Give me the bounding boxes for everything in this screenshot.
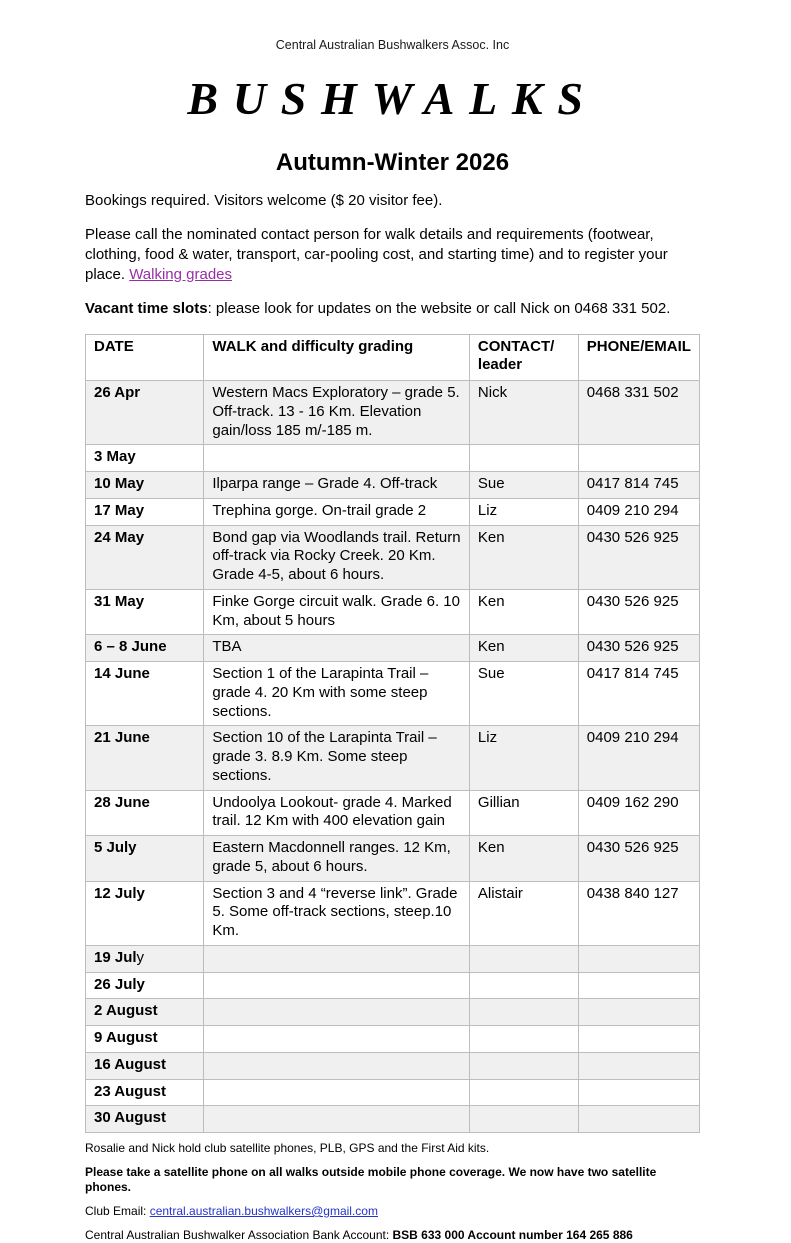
phone-cell: 0430 526 925: [578, 525, 699, 589]
phone-cell: 0417 814 745: [578, 472, 699, 499]
date-text: 26 July: [94, 975, 145, 993]
contact-cell: [469, 1106, 578, 1133]
phone-cell: [578, 1079, 699, 1106]
column-header-date: DATE: [86, 334, 204, 381]
date-cell: [86, 445, 204, 472]
phone-cell: [578, 999, 699, 1026]
vacant-slots-text: : please look for updates on the website or call Nick on 0468 331 502.: [207, 299, 671, 317]
bank-account-details: BSB 633 000 Account number 164 265 886: [392, 1227, 633, 1242]
page-title: BUSHWALKS: [187, 73, 598, 124]
date-cell: [86, 945, 204, 972]
phone-cell: 0409 162 290: [578, 790, 699, 836]
date-text: 16 August: [94, 1055, 166, 1073]
phone-cell: 0468 331 502: [578, 381, 699, 445]
bookings-note: [85, 191, 700, 211]
table-row: [86, 881, 700, 945]
date-cell: [86, 381, 204, 445]
walk-cell: Western Macs Exploratory – grade 5. Off-track. 13 - 16 Km. Elevation gain/loss 185 m/-185 m.: [204, 381, 470, 445]
satellite-warning-note: [85, 1165, 700, 1196]
walk-cell: Trephina gorge. On-trail grade 2: [204, 498, 470, 525]
column-header-phone: PHONE/EMAIL: [578, 334, 699, 381]
contact-cell: Sue: [469, 472, 578, 499]
phone-cell: 0409 210 294: [578, 726, 699, 790]
column-header-contact: [469, 334, 578, 381]
phone-cell: 0417 814 745: [578, 662, 699, 726]
date-cell: [86, 881, 204, 945]
table-row: [86, 726, 700, 790]
contact-cell: Alistair: [469, 881, 578, 945]
phone-cell: [578, 1026, 699, 1053]
date-text: 2 August: [94, 1002, 158, 1020]
phone-cell: [578, 1106, 699, 1133]
date-cell: [86, 836, 204, 882]
column-header-walk: WALK and difficulty grading: [204, 334, 470, 381]
phone-cell: [578, 945, 699, 972]
date-cell: [86, 1079, 204, 1106]
contact-cell: Sue: [469, 662, 578, 726]
date-text: 9 August: [94, 1029, 158, 1047]
table-row: [86, 662, 700, 726]
walk-cell: [204, 999, 470, 1026]
table-row: [86, 498, 700, 525]
table-row: [86, 1052, 700, 1079]
contact-instructions: [85, 225, 700, 285]
table-row: [86, 445, 700, 472]
walk-cell: [204, 972, 470, 999]
contact-cell: [469, 445, 578, 472]
table-row: [86, 999, 700, 1026]
date-cell: [86, 662, 204, 726]
table-row: [86, 525, 700, 589]
date-text: 5 July: [94, 839, 137, 857]
phone-cell: 0430 526 925: [578, 589, 699, 635]
date-text: 26 Apr: [94, 384, 141, 402]
contact-cell: [469, 1079, 578, 1106]
vacant-slots-label: Vacant time slots: [85, 299, 208, 317]
walk-cell: [204, 1026, 470, 1053]
walk-cell: [204, 1079, 470, 1106]
table-row: [86, 589, 700, 635]
date-text: 24 May: [94, 528, 145, 546]
bank-account-line: [85, 1228, 700, 1243]
walk-cell: Section 1 of the Larapinta Trail – grade 4. 20 Km with some steep sections.: [204, 662, 470, 726]
walk-cell: [204, 445, 470, 472]
date-cell: [86, 1106, 204, 1133]
season-subtitle: Autumn-Winter 2026: [275, 149, 510, 176]
date-text: 14 June: [94, 665, 150, 683]
walking-grades-link[interactable]: Walking grades: [129, 265, 233, 283]
walk-cell: Eastern Macdonnell ranges. 12 Km, grade 5, about 6 hours.: [204, 836, 470, 882]
walk-cell: Section 10 of the Larapinta Trail – grade 3. 8.9 Km. Some steep sections.: [204, 726, 470, 790]
walk-cell: Ilparpa range – Grade 4. Off-track: [204, 472, 470, 499]
phone-cell: [578, 445, 699, 472]
date-text: 6 – 8 June: [94, 638, 167, 656]
contact-cell: Ken: [469, 525, 578, 589]
club-email-link[interactable]: central.australian.bushwalkers@gmail.com: [149, 1203, 378, 1218]
contact-cell: Nick: [469, 381, 578, 445]
club-email-line: [85, 1204, 700, 1220]
walk-cell: Bond gap via Woodlands trail. Return off-track via Rocky Creek. 20 Km. Grade 4-5, about 6 hours.: [204, 525, 470, 589]
date-text: 30 August: [94, 1109, 166, 1127]
date-text: 21 June: [94, 729, 150, 747]
walks-table-body: [86, 381, 700, 1133]
date-cell: [86, 525, 204, 589]
contact-cell: Ken: [469, 635, 578, 662]
satellite-warning-text: Please take a satellite phone on all walks outside mobile phone coverage. We now have two satellite phones.: [85, 1164, 657, 1195]
table-row: [86, 1079, 700, 1106]
table-row: [86, 972, 700, 999]
contact-cell: [469, 1026, 578, 1053]
date-cell: [86, 589, 204, 635]
contact-cell: Liz: [469, 726, 578, 790]
walk-cell: [204, 1106, 470, 1133]
date-text: 10 May: [94, 475, 145, 493]
club-email-label: Club Email:: [85, 1203, 150, 1218]
table-row: [86, 1106, 700, 1133]
satellite-holders-note: [85, 1141, 700, 1157]
bank-account-label: Central Australian Bushwalker Association Bank Account:: [85, 1227, 393, 1242]
date-cell: [86, 1052, 204, 1079]
org-name: Central Australian Bushwalkers Assoc. Inc: [275, 38, 510, 52]
walk-cell: [204, 945, 470, 972]
walk-cell: [204, 1052, 470, 1079]
table-row: [86, 472, 700, 499]
phone-cell: [578, 1052, 699, 1079]
date-suffix-text: y: [136, 948, 145, 966]
phone-cell: [578, 972, 699, 999]
walk-cell: Finke Gorge circuit walk. Grade 6. 10 Km, about 5 hours: [204, 589, 470, 635]
date-cell: [86, 1026, 204, 1053]
contact-cell: Gillian: [469, 790, 578, 836]
date-text: 12 July: [94, 884, 145, 902]
walks-table: [85, 334, 700, 1134]
table-row: [86, 836, 700, 882]
contact-cell: [469, 999, 578, 1026]
header-row: [86, 334, 700, 381]
date-text: 19 Jul: [94, 948, 137, 966]
contact-cell: [469, 1052, 578, 1079]
phone-cell: 0430 526 925: [578, 635, 699, 662]
table-row: [86, 1026, 700, 1053]
date-text: 17 May: [94, 501, 145, 519]
date-cell: [86, 790, 204, 836]
bookings-text: Bookings required. Visitors welcome ($ 20 visitor fee).: [85, 192, 443, 209]
vacant-slots-note: [85, 299, 700, 319]
date-cell: [86, 726, 204, 790]
date-cell: [86, 635, 204, 662]
contact-cell: [469, 945, 578, 972]
table-row: [86, 790, 700, 836]
contact-cell: Liz: [469, 498, 578, 525]
date-text: 23 August: [94, 1082, 166, 1100]
column-header-contact-line2: leader: [477, 356, 523, 374]
satellite-holders-text: Rosalie and Nick hold club satellite phones, PLB, GPS and the First Aid kits.: [85, 1141, 490, 1156]
date-text: 31 May: [94, 592, 145, 610]
date-text: 3 May: [94, 448, 136, 466]
contact-cell: Ken: [469, 836, 578, 882]
phone-cell: 0409 210 294: [578, 498, 699, 525]
column-header-contact-line1: CONTACT/: [477, 337, 555, 355]
contact-instructions-text: Please call the nominated contact person for walk details and requirements (footwear, clothing, food & water, transport, car-pooling cost, and starting time) and to register your place.: [85, 225, 668, 283]
contact-cell: [469, 972, 578, 999]
date-cell: [86, 472, 204, 499]
walks-table-header: [86, 334, 700, 381]
contact-cell: Ken: [469, 589, 578, 635]
phone-cell: 0438 840 127: [578, 881, 699, 945]
table-row: [86, 945, 700, 972]
table-row: [86, 635, 700, 662]
date-cell: [86, 999, 204, 1026]
phone-cell: 0430 526 925: [578, 836, 699, 882]
date-cell: [86, 972, 204, 999]
table-row: [86, 381, 700, 445]
walk-cell: Section 3 and 4 “reverse link”. Grade 5. Some off-track sections, steep.10 Km.: [204, 881, 470, 945]
date-text: 28 June: [94, 793, 150, 811]
date-cell: [86, 498, 204, 525]
walk-cell: TBA: [204, 635, 470, 662]
walk-cell: Undoolya Lookout- grade 4. Marked trail. 12 Km with 400 elevation gain: [204, 790, 470, 836]
